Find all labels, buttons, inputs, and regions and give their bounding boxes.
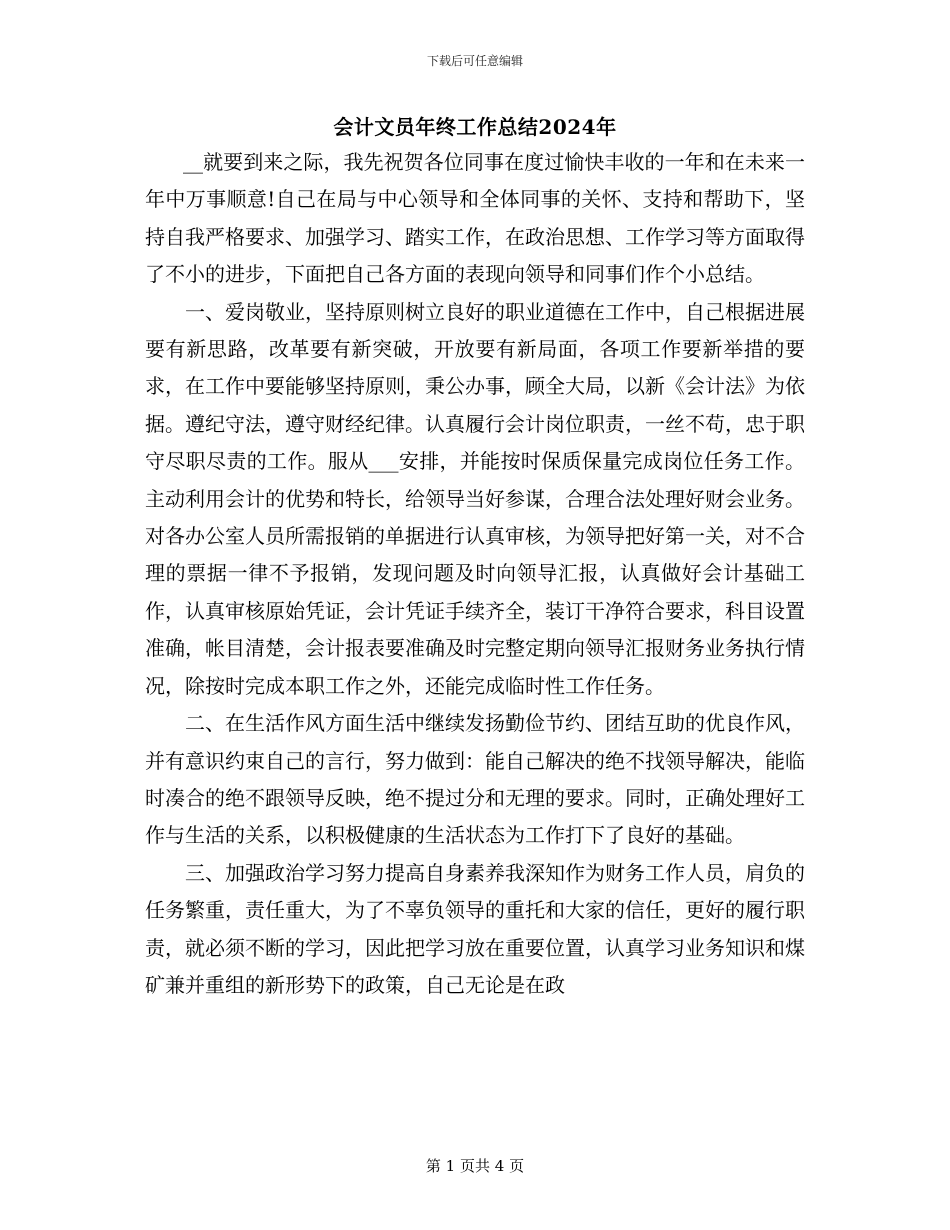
paragraph-section-2: 二、在生活作风方面生活中继续发扬勤俭节约、团结互助的优良作风，并有意识约束自己的言行，努力做到：能自己解决的绝不找领导解决，能临时凑合的绝不跟领导反映，绝不提过分和无理的要求。同时，正确处理好工作与生活的关系，以积极健康的生活状态为工作打下了良好的基础。 — [145, 711, 805, 848]
document-title: 会计文员年终工作总结2024年 — [333, 115, 617, 139]
paragraph-section-3: 三、加强政治学习努力提高自身素养我深知作为财务工作人员，肩负的任务繁重，责任重大，为了不辜负领导的重托和大家的信任，更好的履行职责，就必须不断的学习，因此把学习放在重要位置，认真学习业务知识和煤矿兼并重组的新形势下的政策，自己无论是在政 — [145, 860, 805, 997]
header-note: 下载后可任意编辑 — [426, 54, 523, 68]
paragraph-section-1: 一、爱岗敬业，坚持原则树立良好的职业道德在工作中，自己根据进展要有新思路，改革要有新突破，开放要有新局面，各项工作要新举措的要求，在工作中要能够坚持原则，秉公办事，顾全大局，以新《会计法》为依据。遵纪守法，遵守财经纪律。认真履行会计岗位职责，一丝不苟，忠于职守尽职尽责的工作。服从___安排，并能按时保质保量完成岗位任务工作。主动利用会计的优势和特长，给领导当好参谋，合理合法处理好财会业务。对各办公室人员所需报销的单据进行认真审核，为领导把好第一关，对不合理的票据一律不予报销，发现问题及时向领导汇报，认真做好会计基础工作，认真审核原始凭证，会计凭证手续齐全，装订干净符合要求，科目设置准确，帐目清楚，会计报表要准确及时完整定期向领导汇报财务业务执行情况，除按时完成本职工作之外，还能完成临时性工作任务。 — [145, 299, 805, 698]
document-body — [145, 144, 805, 1004]
page-indicator: 第 1 页共 4 页 — [425, 1157, 525, 1175]
paragraph-intro: __就要到来之际，我先祝贺各位同事在度过愉快丰收的一年和在未来一年中万事顺意!自己在局与中心领导和全体同事的关怀、支持和帮助下，坚持自我严格要求、加强学习、踏实工作，在政治思想、工作学习等方面取得了不小的进步，下面把自己各方面的表现向领导和同事们作个小总结。 — [145, 150, 805, 287]
